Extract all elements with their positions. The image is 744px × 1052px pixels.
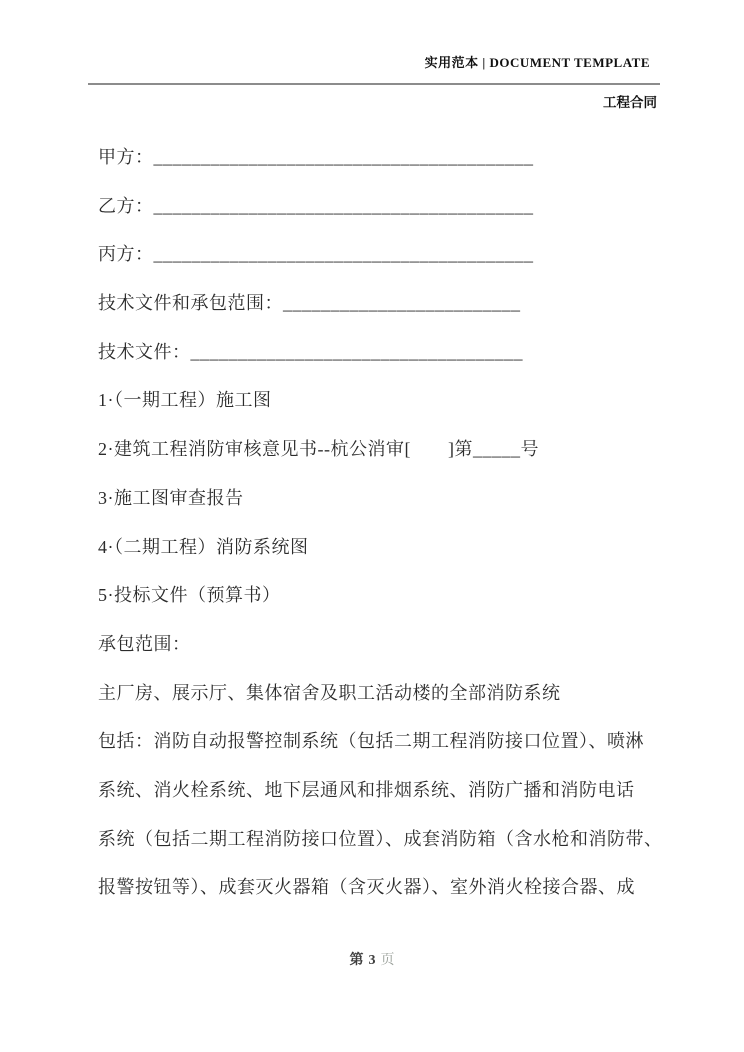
document-type-label: 工程合同 — [603, 95, 657, 110]
line-scope-buildings: 主厂房、展示厅、集体宿舍及职工活动楼的全部消防系统 — [98, 682, 561, 703]
line-tech-docs: 技术文件：___________________________________ — [98, 341, 523, 362]
page-header — [88, 52, 660, 111]
line-party-b: 乙方：________________________________________ — [98, 195, 534, 216]
line-contract-scope-label: 承包范围： — [98, 633, 191, 654]
list-item-4-fire-system-diagram: 4·（二期工程）消防系统图 — [98, 536, 309, 557]
list-item-3-drawing-review-report: 3·施工图审查报告 — [98, 487, 244, 508]
paragraph-systems-line-3: 系统（包括二期工程消防接口位置）、成套消防箱（含水枪和消防带、 — [98, 828, 663, 849]
header-divider — [88, 83, 660, 85]
brand-title: 实用范本 | DOCUMENT TEMPLATE — [424, 55, 650, 70]
paragraph-systems-line-4: 报警按钮等）、成套灭火器箱（含灭火器）、室外消火栓接合器、成 — [98, 877, 635, 898]
document-body — [98, 133, 663, 912]
line-party-a: 甲方：________________________________________ — [98, 147, 534, 167]
paragraph-systems-line-2: 系统、消火栓系统、地下层通风和排烟系统、消防广播和消防电话 — [98, 779, 635, 800]
list-item-1-construction-drawings: 1·（一期工程）施工图 — [98, 390, 272, 411]
line-tech-docs-and-scope: 技术文件和承包范围：_________________________ — [98, 293, 521, 314]
paragraph-systems-line-1: 包括：消防自动报警控制系统（包括二期工程消防接口位置）、喷淋 — [98, 731, 644, 752]
page-number-prefix: 第 — [349, 953, 364, 968]
page-footer — [0, 951, 744, 971]
list-item-2-fire-review-opinion: 2·建筑工程消防审核意见书--杭公消审[ ]第_____号 — [98, 439, 539, 460]
page-number-suffix: 页 — [380, 953, 395, 968]
line-party-c: 丙方：________________________________________ — [98, 244, 534, 265]
page-number: 3 — [368, 953, 376, 968]
list-item-5-bid-documents: 5·投标文件（预算书） — [98, 585, 281, 606]
